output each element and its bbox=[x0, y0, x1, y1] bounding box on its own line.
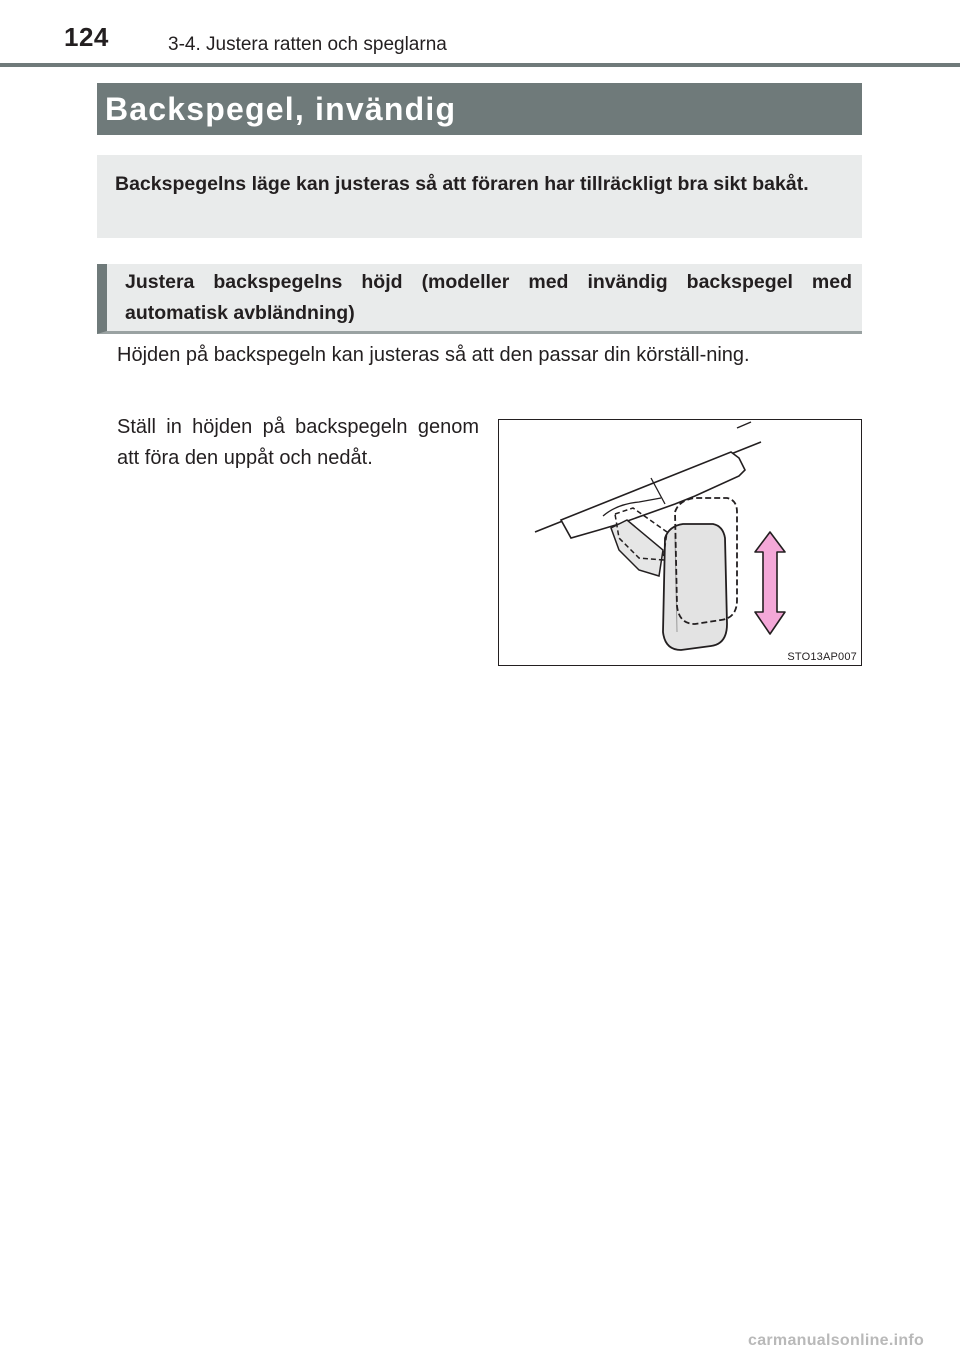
mirror-stem bbox=[611, 520, 663, 576]
mirror-body bbox=[663, 524, 727, 650]
intro-text: Backspegelns läge kan justeras så att föraren har tillräckligt bra sikt bakåt. bbox=[115, 173, 809, 195]
page-header bbox=[0, 0, 960, 70]
up-down-arrow-icon bbox=[755, 532, 785, 634]
roof-line bbox=[737, 422, 751, 428]
page-number: 124 bbox=[64, 22, 109, 52]
rear-view-mirror-drawing bbox=[499, 420, 861, 665]
section-title-bar bbox=[97, 83, 862, 135]
subsection-heading: Justera backspegelns höjd (modeller med invändig backspegel med automatisk avbländning) bbox=[125, 271, 852, 324]
watermark: carmanualsonline.info bbox=[748, 1332, 925, 1349]
mirror-illustration bbox=[498, 419, 862, 666]
figure-code: STO13AP007 bbox=[787, 651, 857, 663]
intro-box bbox=[97, 155, 862, 238]
header-divider bbox=[0, 63, 960, 67]
subsection-heading-box bbox=[97, 264, 862, 334]
step-instruction: Ställ in höjden på backspegeln genom att föra den uppåt och nedåt. bbox=[117, 416, 479, 469]
chapter-title: 3-4. Justera ratten och speglarna bbox=[168, 34, 447, 55]
page-title: Backspegel, invändig bbox=[105, 91, 457, 127]
body-paragraph: Höjden på backspegeln kan justeras så att den passar din körställ-ning. bbox=[117, 344, 750, 366]
